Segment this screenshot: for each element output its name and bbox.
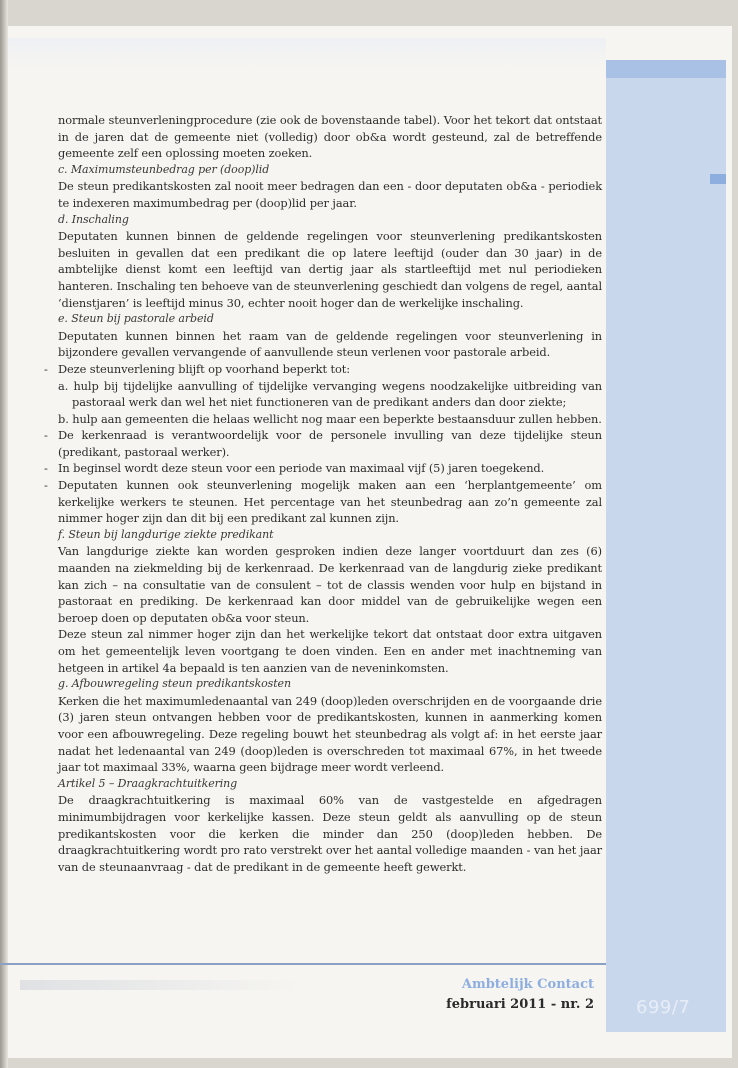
item-f-body-1: Van langdurige ziekte kan worden gesproken indien deze langer voortduurt dan zes (6) maanden na ziekmelding bij de kerkenraad. De kerkenraad van de langdurig zieke predikant kan zich – na consultatie van de consulent – tot de classis wenden voor hulp en bijstand in pastoraat en prediking. De kerkenraad kan door middel van de gebruikelijke wegen een beroep doen op deputaten ob&a voor steun. (58, 544, 602, 625)
page-number: 699/7 (636, 997, 691, 1018)
footer (446, 975, 594, 1015)
item-e-body: Deputaten kunnen binnen het raam van de geldende regelingen voor steunverlening in bijzondere gevallen vervangende of aanvullende steun verlenen voor pastorale arbeid. (58, 328, 602, 360)
article-5-body: De draagkrachtuitkering is maximaal 60% van de vastgestelde en afgedragen minimumbijdragen voor kerkelijke kassen. Deze steun geldt als aanvulling op de steun predikantskosten voor die kerken die minder dan 250 (doop)leden hebben. De draagkrachtuitkering wordt pro rato verstrekt over het aantal volledige maanden - van het jaar van de steunaanvraag - dat de predikant in de gemeente heeft gewerkt. (58, 793, 602, 874)
footer-rule (0, 963, 606, 965)
item-e-dash-3: - In beginsel wordt deze steun voor een periode van maximaal vijf (5) jaren toegekend. (58, 460, 602, 477)
article-content (58, 112, 602, 875)
side-tab-marker (710, 174, 726, 184)
item-c-heading: c. Maximumsteunbedrag per (doop)lid (58, 162, 270, 176)
issue-label: februari 2011 - nr. 2 (446, 997, 594, 1012)
item-c-body: De steun predikantskosten zal nooit meer bedragen dan een - door deputaten ob&a - periodiek te indexeren maximumbedrag per (doop)lid per jaar. (58, 179, 602, 210)
intro-paragraph: normale steunverleningprocedure (zie ook de bovenstaande tabel). Voor het tekort dat ontstaat in de jaren dat de gemeente niet (volledig) door ob&a wordt gesteund, zal de betreffende gemeente zelf een oplossing moeten zoeken. (58, 113, 602, 161)
item-f-heading: f. Steun bij langdurige ziekte predikant (58, 527, 274, 541)
item-e-sub-b: b. hulp aan gemeenten die helaas wellicht nog maar een beperkte bestaansduur zullen hebben. (58, 411, 602, 426)
item-e-heading: e. Steun bij pastorale arbeid (58, 312, 214, 326)
item-e-dash-1: - Deze steunverlening blijft op voorhand beperkt tot: (58, 361, 602, 378)
item-d-body: Deputaten kunnen binnen de geldende regelingen voor steunverlening predikantskosten besluiten in gevallen dat een predikant die op latere leeftijd (ouder dan 30 jaar) in de ambtelijke dienst komt een leeftijd van dertig jaar als startleeftijd met nul periodieken hanteren. Inschaling ten behoeve van de steunverlening geschiedt dan volgens de regel, aantal ‘dienstjaren’ is leeftijd minus 30, echter nooit hoger dan de werkelijke inschaling. (58, 229, 602, 310)
top-band (8, 38, 606, 68)
item-e-sub-a: a. hulp bij tijdelijke aanvulling of tijdelijke vervanging wegens noodzakelijke uitbreiding van pastoraal werk dan wel het niet functioneren van de predikant anders dan door ziekte; (58, 378, 602, 410)
magazine-title: Ambtelijk Contact (461, 977, 594, 992)
item-e-dash-4: - Deputaten kunnen ook steunverlening mogelijk maken aan een ‘herplantgemeente’ om kerkelijke werkers te steunen. Het percentage van het steunbedrag aan zo’n gemeente zal nimmer hoger zijn dan dit bij een predikant zal kunnen zijn. (58, 477, 602, 527)
footer-shadow (20, 980, 300, 990)
side-band-header (606, 60, 726, 78)
item-g-heading: g. Afbouwregeling steun predikantskosten (58, 677, 291, 691)
page-edge-shadow (0, 0, 8, 1068)
item-f-body-2: Deze steun zal nimmer hoger zijn dan het werkelijke tekort dat ontstaat door extra uitgaven om het gemeentelijk leven voortgang te doen vinden. Een en ander met inachtneming van hetgeen in artikel 4a bepaald is ten aanzien van de neveninkomsten. (58, 627, 602, 675)
article-5-heading: Artikel 5 – Draagkrachtuitkering (58, 776, 238, 790)
side-color-band (606, 60, 726, 1032)
item-d-heading: d. Inschaling (58, 212, 129, 226)
item-g-body: Kerken die het maximumledenaantal van 249 (doop)leden overschrijden en de voorgaande drie (3) jaren steun ontvangen hebben voor de predikantskosten, kunnen in aanmerking komen voor een afbouwregeling. Deze regeling bouwt het steunbedrag als volgt af: in het eerste jaar nadat het ledenaantal van 249 (doop)leden is overschreden tot maximaal 67%, in het tweede jaar tot maximaal 33%, waarna geen bijdrage meer wordt verleend. (58, 693, 602, 775)
item-e-dash-2: - De kerkenraad is verantwoordelijk voor de personele invulling van deze tijdelijke steun (predikant, pastoraal werker). (58, 427, 602, 460)
